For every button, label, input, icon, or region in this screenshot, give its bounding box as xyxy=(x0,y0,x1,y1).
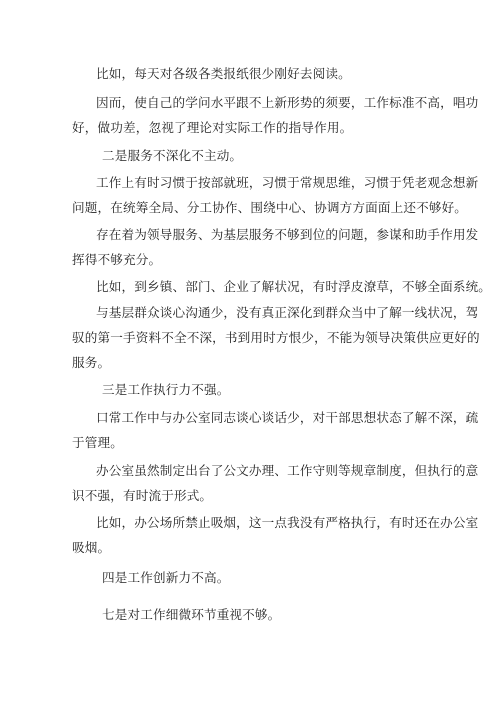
paragraph-line: 吸烟。 xyxy=(72,540,111,555)
paragraph-line: 比如，到乡镇、部门、企业了解状况，有时浮皮潦草，不够全面系统。 xyxy=(96,279,492,294)
paragraph-4 xyxy=(72,170,479,220)
paragraph-line: 好，做功差，忽视了理论对实际工作的指导作用。 xyxy=(72,120,353,135)
paragraph-line: 存在着为领导服务、为基层服务不够到位的问题，参谋和助手作用发 xyxy=(96,227,479,242)
paragraph-2 xyxy=(72,90,479,140)
section-heading-7 xyxy=(72,602,428,627)
paragraph-line: 服务。 xyxy=(72,355,111,370)
paragraph-line: 驭的第一手资料不全不深，书到用时方恨少，不能为领导决策供应更好的 xyxy=(72,330,480,345)
section-heading-4 xyxy=(72,565,428,590)
paragraph-line: 比如，办公场所禁止吸烟，这一点我没有严格执行，有时还在办公室 xyxy=(96,515,479,530)
paragraph-line: 因而，使自己的学问水平跟不上新形势的须要，工作标准不高，唱功 xyxy=(96,95,479,110)
heading-text: 四是工作创新力不高。 xyxy=(102,570,230,585)
paragraph-line: 工作上有时习惯于按部就班，习惯于常规思维，习惯于凭老观念想新 xyxy=(96,175,479,190)
paragraph-line: 办公室虽然制定出台了公文办理、工作守则等规章制度，但执行的意 xyxy=(96,463,479,478)
section-heading-3 xyxy=(72,377,428,402)
paragraph-line: 挥得不够充分。 xyxy=(72,252,162,267)
paragraph-line: 与基层群众谈心沟通少，没有真正深化到群众当中了解一线状况，驾 xyxy=(96,305,479,320)
paragraph-line: 口常工作中与办公室同志谈心谈话少，对干部思想状态了解不深，疏 xyxy=(96,410,479,425)
heading-text: 三是工作执行力不强。 xyxy=(102,382,230,397)
paragraph-7 xyxy=(72,300,480,375)
paragraph-line: 比如，每天对各级各类报纸很少刚好去阅读。 xyxy=(96,66,351,81)
paragraph-1 xyxy=(72,61,428,86)
paragraph-line: 问题，在统筹全局、分工协作、围绕中心、协调方方面面上还不够好。 xyxy=(72,200,468,215)
paragraph-5 xyxy=(72,222,479,272)
heading-text: 二是服务不深化不主动。 xyxy=(102,148,243,163)
paragraph-line: 识不强，有时流于形式。 xyxy=(72,488,213,503)
paragraph-9 xyxy=(72,405,479,455)
paragraph-line: 于管理。 xyxy=(72,435,123,450)
section-heading-2 xyxy=(72,143,428,168)
heading-text: 七是对工作细微环节重视不够。 xyxy=(102,607,281,622)
paragraph-10 xyxy=(72,458,479,508)
paragraph-11 xyxy=(72,510,479,560)
paragraph-6 xyxy=(72,274,492,299)
